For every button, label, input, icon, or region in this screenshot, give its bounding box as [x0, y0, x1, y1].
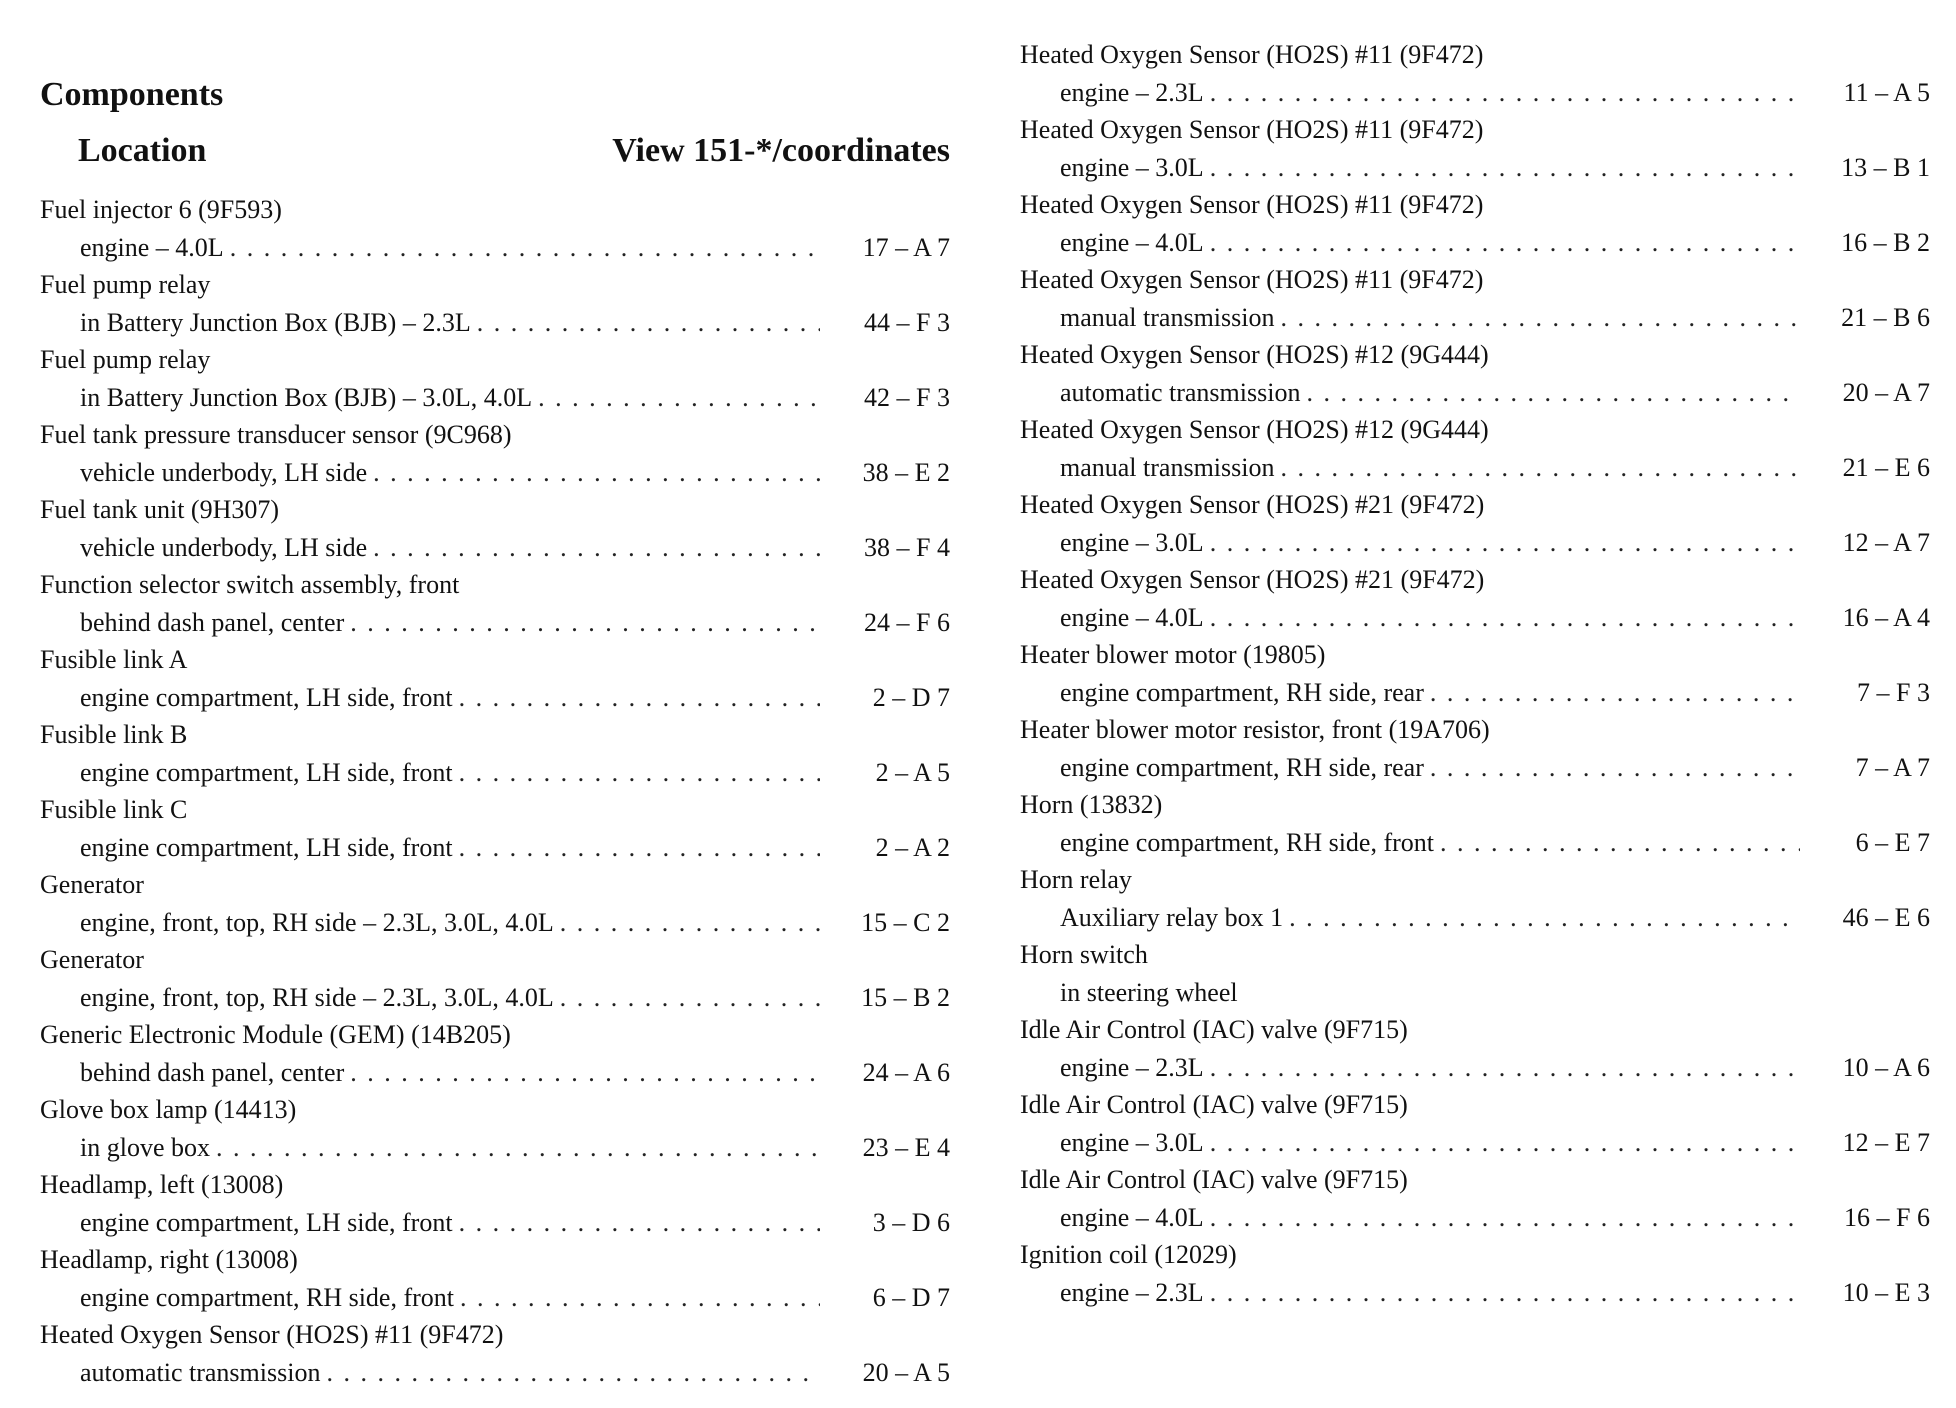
component-entry	[40, 191, 950, 266]
dot-leader	[1204, 524, 1800, 562]
dot-leader	[344, 1054, 820, 1092]
component-location: engine compartment, RH side, front	[1060, 827, 1435, 857]
view-coordinate: 17 – A 7	[862, 232, 950, 262]
component-entry	[1020, 486, 1930, 561]
component-location-row	[1020, 824, 1930, 862]
dot-leader	[1204, 149, 1800, 187]
component-location-row	[1020, 449, 1930, 487]
component-location-row	[1020, 1199, 1930, 1237]
component-entry	[40, 491, 950, 566]
component-location: engine compartment, RH side, front	[80, 1282, 455, 1312]
component-name: Headlamp, right (13008)	[40, 1245, 298, 1274]
component-location-row	[40, 754, 950, 792]
view-coordinate: 12 – E 7	[1842, 1127, 1930, 1157]
component-location-row	[40, 529, 950, 567]
component-location: manual transmission	[1060, 302, 1275, 332]
component-location-row	[1020, 1049, 1930, 1087]
view-coordinate: 23 – E 4	[862, 1132, 950, 1162]
component-entry	[40, 941, 950, 1016]
view-coordinate: 21 – E 6	[1842, 452, 1930, 482]
dot-leader	[1204, 224, 1800, 262]
dot-leader	[1204, 74, 1800, 112]
view-coordinate: 10 – A 6	[1842, 1052, 1930, 1082]
component-location-row	[40, 904, 950, 942]
component-location-row	[1020, 374, 1930, 412]
component-location: Auxiliary relay box 1	[1060, 902, 1284, 932]
dot-leader	[453, 829, 820, 867]
component-entry	[1020, 186, 1930, 261]
component-name: Generator	[40, 945, 144, 974]
component-location-row	[1020, 224, 1930, 262]
page-title: Components	[40, 76, 224, 113]
view-coordinate: 20 – A 5	[862, 1357, 950, 1387]
component-entry	[1020, 411, 1930, 486]
component-name: Fuel tank pressure transducer sensor (9C968)	[40, 420, 512, 449]
component-entry	[1020, 1011, 1930, 1086]
view-coordinate: 12 – A 7	[1842, 527, 1930, 557]
component-location-row	[40, 979, 950, 1017]
component-entry	[40, 341, 950, 416]
component-location: in Battery Junction Box (BJB) – 2.3L	[80, 307, 471, 337]
view-coordinate: 20 – A 7	[1842, 377, 1930, 407]
component-name: Idle Air Control (IAC) valve (9F715)	[1020, 1165, 1408, 1194]
component-name: Heater blower motor (19805)	[1020, 640, 1326, 669]
component-location: automatic transmission	[80, 1357, 321, 1387]
component-name: Idle Air Control (IAC) valve (9F715)	[1020, 1015, 1408, 1044]
component-name: Glove box lamp (14413)	[40, 1095, 297, 1124]
component-entry	[1020, 336, 1930, 411]
component-location-row	[40, 679, 950, 717]
component-name: Horn switch	[1020, 940, 1148, 969]
component-name: Fusible link C	[40, 795, 188, 824]
view-coordinate: 13 – B 1	[1841, 152, 1930, 182]
dot-leader	[453, 1204, 820, 1242]
component-location: engine – 4.0L	[1060, 227, 1204, 257]
component-entry	[1020, 786, 1930, 861]
component-location: engine compartment, LH side, front	[80, 757, 453, 787]
component-name: Heated Oxygen Sensor (HO2S) #11 (9F472)	[40, 1320, 504, 1349]
dot-leader	[453, 754, 820, 792]
view-coordinate: 6 – E 7	[1855, 827, 1930, 857]
view-coordinate: 24 – A 6	[862, 1057, 950, 1087]
dot-leader	[1300, 374, 1800, 412]
component-location-row	[1020, 149, 1930, 187]
dot-leader	[1204, 1274, 1800, 1312]
component-entry	[40, 1091, 950, 1166]
component-name: Fusible link B	[40, 720, 188, 749]
view-coordinate: 3 – D 6	[872, 1207, 950, 1237]
component-location: in steering wheel	[1060, 977, 1238, 1007]
component-name: Fuel injector 6 (9F593)	[40, 195, 282, 224]
component-entry	[1020, 636, 1930, 711]
dot-leader	[344, 604, 820, 642]
component-entry	[1020, 1236, 1930, 1311]
component-location-row	[1020, 974, 1930, 1012]
component-entry	[40, 266, 950, 341]
component-entry	[1020, 711, 1930, 786]
component-location-row	[1020, 599, 1930, 637]
component-location-row	[40, 1054, 950, 1092]
component-location-row	[40, 1204, 950, 1242]
component-name: Ignition coil (12029)	[1020, 1240, 1237, 1269]
component-location-row	[40, 454, 950, 492]
view-coordinate: 2 – A 5	[875, 757, 950, 787]
component-location: vehicle underbody, LH side	[80, 457, 368, 487]
dot-leader	[1274, 299, 1800, 337]
dot-leader	[471, 304, 820, 342]
component-entry	[1020, 111, 1930, 186]
view-coordinate: 16 – B 2	[1841, 227, 1930, 257]
component-location-row	[1020, 74, 1930, 112]
component-name: Fuel pump relay	[40, 270, 211, 299]
component-location: engine – 2.3L	[1060, 77, 1204, 107]
component-location-row	[40, 304, 950, 342]
view-coordinate: 7 – F 3	[1857, 677, 1930, 707]
component-location: behind dash panel, center	[80, 607, 345, 637]
view-coordinate: 2 – D 7	[872, 682, 950, 712]
component-location: engine – 3.0L	[1060, 1127, 1204, 1157]
component-entry	[40, 566, 950, 641]
component-location: engine – 4.0L	[1060, 1202, 1204, 1232]
view-coordinate: 46 – E 6	[1842, 902, 1930, 932]
component-name: Generic Electronic Module (GEM) (14B205)	[40, 1020, 511, 1049]
component-entry	[40, 791, 950, 866]
component-location: engine compartment, RH side, rear	[1060, 752, 1424, 782]
component-location: engine compartment, LH side, front	[80, 1207, 453, 1237]
component-location-row	[40, 829, 950, 867]
component-location: engine compartment, RH side, rear	[1060, 677, 1424, 707]
dot-leader	[1274, 449, 1800, 487]
component-entry	[40, 866, 950, 941]
component-entry	[1020, 1086, 1930, 1161]
dot-leader	[1204, 1049, 1800, 1087]
component-location-row	[40, 604, 950, 642]
view-coordinate: 38 – F 4	[864, 532, 950, 562]
component-entry	[40, 1316, 950, 1391]
component-location-row	[1020, 674, 1930, 712]
view-coordinate: 21 – B 6	[1841, 302, 1930, 332]
dot-leader	[1434, 824, 1800, 862]
dot-leader	[224, 229, 820, 267]
view-coordinate: 7 – A 7	[1855, 752, 1930, 782]
component-location: engine – 4.0L	[80, 232, 224, 262]
left-entry-list	[40, 191, 950, 1391]
view-coordinate: 24 – F 6	[864, 607, 950, 637]
component-location: automatic transmission	[1060, 377, 1301, 407]
component-location: engine compartment, LH side, front	[80, 832, 453, 862]
component-name: Heated Oxygen Sensor (HO2S) #11 (9F472)	[1020, 115, 1484, 144]
view-coordinate: 2 – A 2	[875, 832, 950, 862]
component-location: vehicle underbody, LH side	[80, 532, 368, 562]
component-entry	[40, 1241, 950, 1316]
component-name: Heated Oxygen Sensor (HO2S) #21 (9F472)	[1020, 565, 1485, 594]
dot-leader	[367, 454, 820, 492]
component-entry	[1020, 561, 1930, 636]
dot-leader	[453, 679, 820, 717]
component-location-row	[40, 229, 950, 267]
component-name: Heated Oxygen Sensor (HO2S) #11 (9F472)	[1020, 190, 1484, 219]
component-location: behind dash panel, center	[80, 1057, 345, 1087]
dot-leader	[1204, 1124, 1800, 1162]
view-coordinate: 15 – B 2	[861, 982, 950, 1012]
dot-leader	[1204, 599, 1800, 637]
view-coordinate: 38 – E 2	[862, 457, 950, 487]
view-coordinate: 10 – E 3	[1842, 1277, 1930, 1307]
component-name: Function selector switch assembly, front	[40, 570, 460, 599]
component-entry	[1020, 36, 1930, 111]
view-coordinate: 6 – D 7	[872, 1282, 950, 1312]
component-location: manual transmission	[1060, 452, 1275, 482]
component-location-row	[1020, 1124, 1930, 1162]
component-entry	[40, 416, 950, 491]
component-name: Heater blower motor resistor, front (19A706)	[1020, 715, 1490, 744]
component-location: engine, front, top, RH side – 2.3L, 3.0L, 4.0L	[80, 982, 554, 1012]
component-name: Heated Oxygen Sensor (HO2S) #11 (9F472)	[1020, 265, 1484, 294]
component-name: Horn (13832)	[1020, 790, 1163, 819]
view-coordinates-column-header: View 151-*/coordinates	[612, 132, 950, 169]
view-coordinate: 11 – A 5	[1843, 77, 1930, 107]
dot-leader	[320, 1354, 820, 1392]
component-location: engine – 3.0L	[1060, 152, 1204, 182]
component-location: engine – 2.3L	[1060, 1277, 1204, 1307]
component-entry	[1020, 261, 1930, 336]
component-name: Fusible link A	[40, 645, 188, 674]
component-location: engine – 2.3L	[1060, 1052, 1204, 1082]
component-location-row	[1020, 899, 1930, 937]
dot-leader	[532, 379, 820, 417]
dot-leader	[1204, 1199, 1800, 1237]
component-location: in glove box	[80, 1132, 210, 1162]
component-location: engine – 3.0L	[1060, 527, 1204, 557]
dot-leader	[1283, 899, 1800, 937]
component-location-row	[40, 1279, 950, 1317]
component-location-row	[1020, 1274, 1930, 1312]
view-coordinate: 44 – F 3	[864, 307, 950, 337]
component-entry	[1020, 936, 1930, 1011]
component-entry	[40, 1166, 950, 1241]
component-name: Idle Air Control (IAC) valve (9F715)	[1020, 1090, 1408, 1119]
dot-leader	[1424, 749, 1800, 787]
component-name: Fuel tank unit (9H307)	[40, 495, 280, 524]
dot-leader	[210, 1129, 820, 1167]
component-location-row	[40, 1354, 950, 1392]
dot-leader	[367, 529, 820, 567]
view-coordinate: 16 – A 4	[1842, 602, 1930, 632]
dot-leader	[554, 904, 820, 942]
dot-leader	[554, 979, 820, 1017]
component-location-row	[40, 379, 950, 417]
component-location-row	[40, 1129, 950, 1167]
component-location: engine – 4.0L	[1060, 602, 1204, 632]
dot-leader	[1424, 674, 1800, 712]
dot-leader	[454, 1279, 820, 1317]
location-column-header: Location	[78, 132, 207, 169]
view-coordinate: 42 – F 3	[864, 382, 950, 412]
component-entry	[1020, 861, 1930, 936]
component-location: in Battery Junction Box (BJB) – 3.0L, 4.0L	[80, 382, 533, 412]
component-name: Generator	[40, 870, 144, 899]
component-name: Heated Oxygen Sensor (HO2S) #12 (9G444)	[1020, 340, 1489, 369]
component-name: Fuel pump relay	[40, 345, 211, 374]
component-name: Headlamp, left (13008)	[40, 1170, 284, 1199]
view-coordinate: 15 – C 2	[861, 907, 950, 937]
component-entry	[40, 716, 950, 791]
component-location-row	[1020, 749, 1930, 787]
component-entry	[1020, 1161, 1930, 1236]
component-entry	[40, 641, 950, 716]
component-entry	[40, 1016, 950, 1091]
component-name: Heated Oxygen Sensor (HO2S) #12 (9G444)	[1020, 415, 1489, 444]
right-entry-list	[1020, 36, 1930, 1311]
component-location: engine compartment, LH side, front	[80, 682, 453, 712]
component-location-row	[1020, 524, 1930, 562]
component-name: Horn relay	[1020, 865, 1132, 894]
component-location: engine, front, top, RH side – 2.3L, 3.0L, 4.0L	[80, 907, 554, 937]
component-location-row	[1020, 299, 1930, 337]
view-coordinate: 16 – F 6	[1844, 1202, 1930, 1232]
component-name: Heated Oxygen Sensor (HO2S) #21 (9F472)	[1020, 490, 1485, 519]
component-name: Heated Oxygen Sensor (HO2S) #11 (9F472)	[1020, 40, 1484, 69]
